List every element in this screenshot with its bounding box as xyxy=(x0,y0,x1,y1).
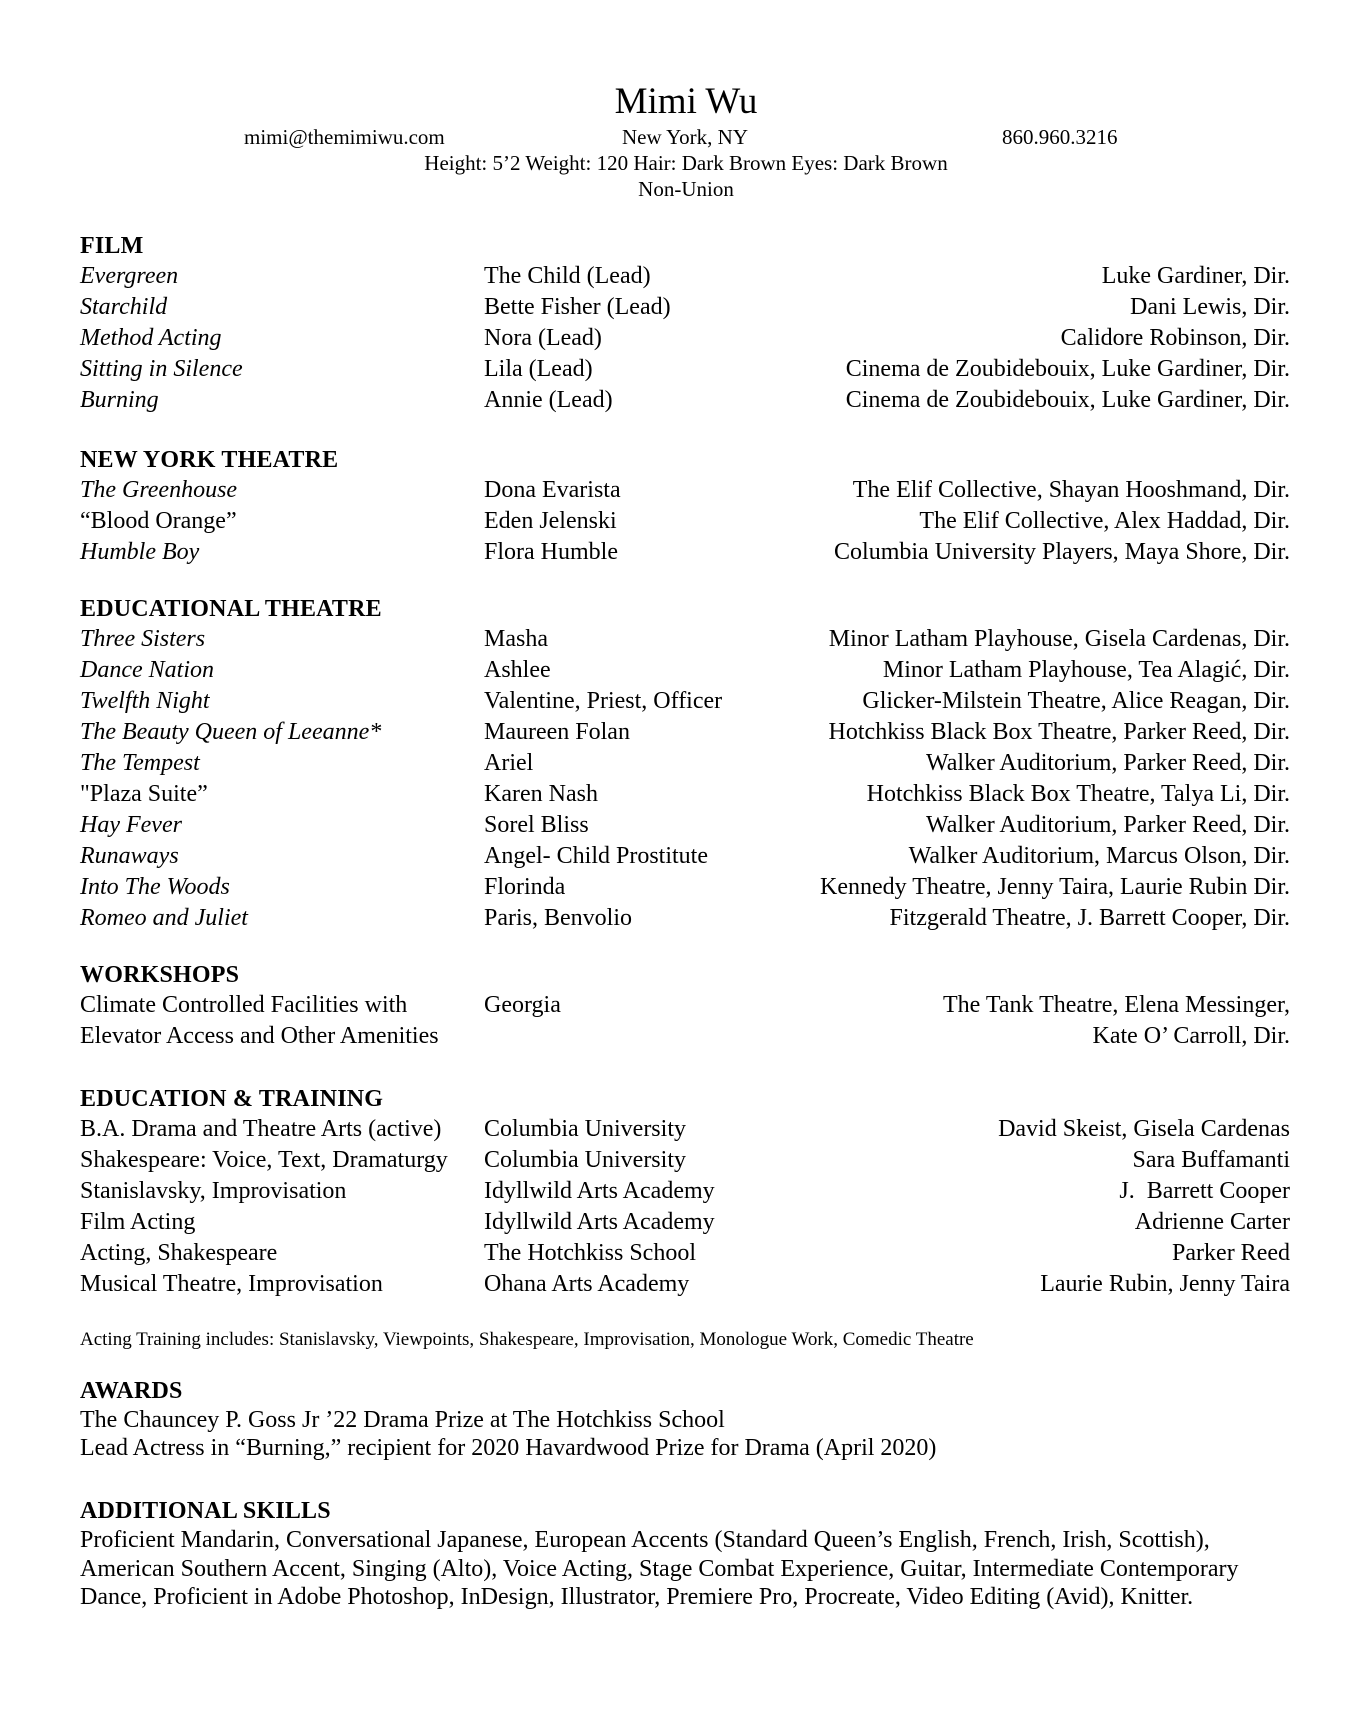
role: Angel- Child Prostitute xyxy=(484,843,708,869)
director-credit: Cinema de Zoubidebouix, Luke Gardiner, Dir. xyxy=(845,356,1290,382)
director-credit: Fitzgerald Theatre, J. Barrett Cooper, Dir. xyxy=(889,905,1290,931)
credit-row xyxy=(80,655,1290,686)
work-title: Sitting in Silence xyxy=(80,356,243,382)
workshop-row xyxy=(80,990,1290,1052)
contact-phone: 860.960.3216 xyxy=(1002,125,1118,149)
credit-row xyxy=(80,537,1290,568)
training-row xyxy=(80,1269,1290,1300)
director-credit: Minor Latham Playhouse, Tea Alagić, Dir. xyxy=(882,657,1290,683)
teachers: J. Barrett Cooper xyxy=(1119,1178,1290,1204)
skills-line: Proficient Mandarin, Conversational Japanese, European Accents (Standard Queen’s English, French, Irish, Scottish), xyxy=(80,1527,1210,1553)
skills-line: Dance, Proficient in Adobe Photoshop, InDesign, Illustrator, Premiere Pro, Procreate, Video Editing (Avid), Knitter. xyxy=(80,1584,1194,1610)
school: Columbia University xyxy=(484,1116,686,1142)
credit-row xyxy=(80,624,1290,655)
contact-location: New York, NY xyxy=(622,125,749,149)
contact-email: mimi@themimiwu.com xyxy=(244,125,445,149)
credit-row xyxy=(80,717,1290,748)
school: The Hotchkiss School xyxy=(484,1240,696,1266)
training-row xyxy=(80,1114,1290,1145)
credit-row xyxy=(80,323,1290,354)
director-credit: Columbia University Players, Maya Shore, Dir. xyxy=(834,539,1290,565)
section-heading: ADDITIONAL SKILLS xyxy=(80,1498,331,1524)
director-credit: The Elif Collective, Alex Haddad, Dir. xyxy=(919,508,1290,534)
work-title: Method Acting xyxy=(80,325,222,351)
workshops-section xyxy=(80,960,1290,1052)
credit-row xyxy=(80,872,1290,903)
section-heading: EDUCATIONAL THEATRE xyxy=(80,596,382,622)
union-status: Non-Union xyxy=(638,177,734,201)
training-row xyxy=(80,1176,1290,1207)
director-credit: Luke Gardiner, Dir. xyxy=(1101,263,1290,289)
award-item: Lead Actress in “Burning,” recipient for 2020 Havardwood Prize for Drama (April 2020) xyxy=(80,1435,937,1461)
work-title: Three Sisters xyxy=(80,626,206,652)
role: Masha xyxy=(484,626,548,652)
awards-section xyxy=(80,1376,1290,1462)
training-row xyxy=(80,1145,1290,1176)
director-credit: Glicker-Milstein Theatre, Alice Reagan, Dir. xyxy=(862,688,1290,714)
director-credit: Walker Auditorium, Marcus Olson, Dir. xyxy=(908,843,1290,869)
film-section xyxy=(80,231,1290,416)
skills-text xyxy=(80,1526,1310,1612)
credit-row xyxy=(80,779,1290,810)
credit-row xyxy=(80,686,1290,717)
credit-row xyxy=(80,748,1290,779)
course: Stanislavsky, Improvisation xyxy=(80,1178,347,1204)
credit-row xyxy=(80,261,1290,292)
work-title: Starchild xyxy=(80,294,168,320)
section-heading: FILM xyxy=(80,233,144,259)
role: Karen Nash xyxy=(484,781,598,807)
director-credit: Minor Latham Playhouse, Gisela Cardenas, Dir. xyxy=(828,626,1290,652)
credit-line: Kate O’ Carroll, Dir. xyxy=(1092,1023,1290,1049)
credit-row xyxy=(80,810,1290,841)
role: Georgia xyxy=(484,992,561,1018)
training-row xyxy=(80,1238,1290,1269)
training-note: Acting Training includes: Stanislavsky, Viewpoints, Shakespeare, Improvisation, Monologue Work, Comedic Theatre xyxy=(80,1329,974,1350)
course: Film Acting xyxy=(80,1209,196,1235)
role: Eden Jelenski xyxy=(484,508,617,534)
director-credit: The Elif Collective, Shayan Hooshmand, Dir. xyxy=(852,477,1290,503)
work-title: The Greenhouse xyxy=(80,477,238,503)
school: Columbia University xyxy=(484,1147,686,1173)
course: Acting, Shakespeare xyxy=(80,1240,278,1266)
skills-section xyxy=(80,1496,1290,1612)
credit-row xyxy=(80,841,1290,872)
director-credit: Walker Auditorium, Parker Reed, Dir. xyxy=(926,750,1290,776)
role: Ashlee xyxy=(484,657,551,683)
role: Maureen Folan xyxy=(484,719,630,745)
role: Paris, Benvolio xyxy=(484,905,632,931)
role: Valentine, Priest, Officer xyxy=(484,688,723,714)
credit-row xyxy=(80,475,1290,506)
work-title: Humble Boy xyxy=(80,539,200,565)
ny-theatre-section xyxy=(80,445,1290,568)
school: Idyllwild Arts Academy xyxy=(484,1209,715,1235)
director-credit: Walker Auditorium, Parker Reed, Dir. xyxy=(926,812,1290,838)
credit-row xyxy=(80,354,1290,385)
director-credit: Calidore Robinson, Dir. xyxy=(1060,325,1290,351)
teachers: Sara Buffamanti xyxy=(1132,1147,1290,1173)
school: Ohana Arts Academy xyxy=(484,1271,690,1297)
work-title: “Blood Orange” xyxy=(80,508,237,534)
training-row xyxy=(80,1207,1290,1238)
section-heading: NEW YORK THEATRE xyxy=(80,447,339,473)
course: Shakespeare: Voice, Text, Dramaturgy xyxy=(80,1147,448,1173)
workshop-title-line: Elevator Access and Other Amenities xyxy=(80,1023,439,1049)
course: Musical Theatre, Improvisation xyxy=(80,1271,383,1297)
role: Nora (Lead) xyxy=(484,325,602,351)
role: Annie (Lead) xyxy=(484,387,613,413)
work-title: The Tempest xyxy=(80,750,200,776)
credit-row xyxy=(80,506,1290,537)
role: The Child (Lead) xyxy=(484,263,651,289)
role: Dona Evarista xyxy=(484,477,621,503)
work-title: Runaways xyxy=(80,843,179,869)
teachers: Laurie Rubin, Jenny Taira xyxy=(1040,1271,1290,1297)
teachers: Adrienne Carter xyxy=(1134,1209,1290,1235)
credit-row xyxy=(80,292,1290,323)
director-credit: Hotchkiss Black Box Theatre, Talya Li, Dir. xyxy=(866,781,1290,807)
section-heading: WORKSHOPS xyxy=(80,962,240,988)
director-credit: Cinema de Zoubidebouix, Luke Gardiner, Dir. xyxy=(845,387,1290,413)
education-section xyxy=(80,1084,1290,1300)
award-item: The Chauncey P. Goss Jr ’22 Drama Prize at The Hotchkiss School xyxy=(80,1407,725,1433)
work-title: Romeo and Juliet xyxy=(80,905,248,931)
credit-row xyxy=(80,903,1290,934)
work-title: Into The Woods xyxy=(80,874,230,900)
credit-line: The Tank Theatre, Elena Messinger, xyxy=(942,992,1290,1018)
role: Flora Humble xyxy=(484,539,618,565)
work-title: "Plaza Suite” xyxy=(80,781,208,807)
work-title: The Beauty Queen of Leeanne* xyxy=(80,719,382,745)
section-heading: AWARDS xyxy=(80,1378,183,1404)
section-heading: EDUCATION & TRAINING xyxy=(80,1086,384,1112)
work-title: Hay Fever xyxy=(80,812,182,838)
work-title: Burning xyxy=(80,387,159,413)
school: Idyllwild Arts Academy xyxy=(484,1178,715,1204)
director-credit: Kennedy Theatre, Jenny Taira, Laurie Rubin Dir. xyxy=(820,874,1290,900)
role: Bette Fisher (Lead) xyxy=(484,294,671,320)
teachers: David Skeist, Gisela Cardenas xyxy=(998,1116,1290,1142)
role: Lila (Lead) xyxy=(484,356,593,382)
actor-name: Mimi Wu xyxy=(614,81,758,122)
role: Florinda xyxy=(484,874,566,900)
workshop-title-line: Climate Controlled Facilities with xyxy=(80,992,408,1018)
teachers: Parker Reed xyxy=(1172,1240,1290,1266)
role: Sorel Bliss xyxy=(484,812,589,838)
educational-theatre-section xyxy=(80,594,1290,934)
skills-line: American Southern Accent, Singing (Alto), Voice Acting, Stage Combat Experience, Guitar, Intermediate Contemporary xyxy=(80,1555,1239,1582)
work-title: Evergreen xyxy=(80,263,179,289)
work-title: Twelfth Night xyxy=(80,688,210,714)
credit-row xyxy=(80,385,1290,416)
course: B.A. Drama and Theatre Arts (active) xyxy=(80,1116,442,1142)
workshop-title xyxy=(80,990,480,1052)
physical-stats: Height: 5’2 Weight: 120 Hair: Dark Brown Eyes: Dark Brown xyxy=(424,151,948,175)
director-credit: Hotchkiss Black Box Theatre, Parker Reed, Dir. xyxy=(828,719,1290,745)
director-credit: Dani Lewis, Dir. xyxy=(1130,294,1290,320)
director-credit xyxy=(943,990,1290,1052)
role: Ariel xyxy=(484,750,534,776)
work-title: Dance Nation xyxy=(80,657,214,683)
